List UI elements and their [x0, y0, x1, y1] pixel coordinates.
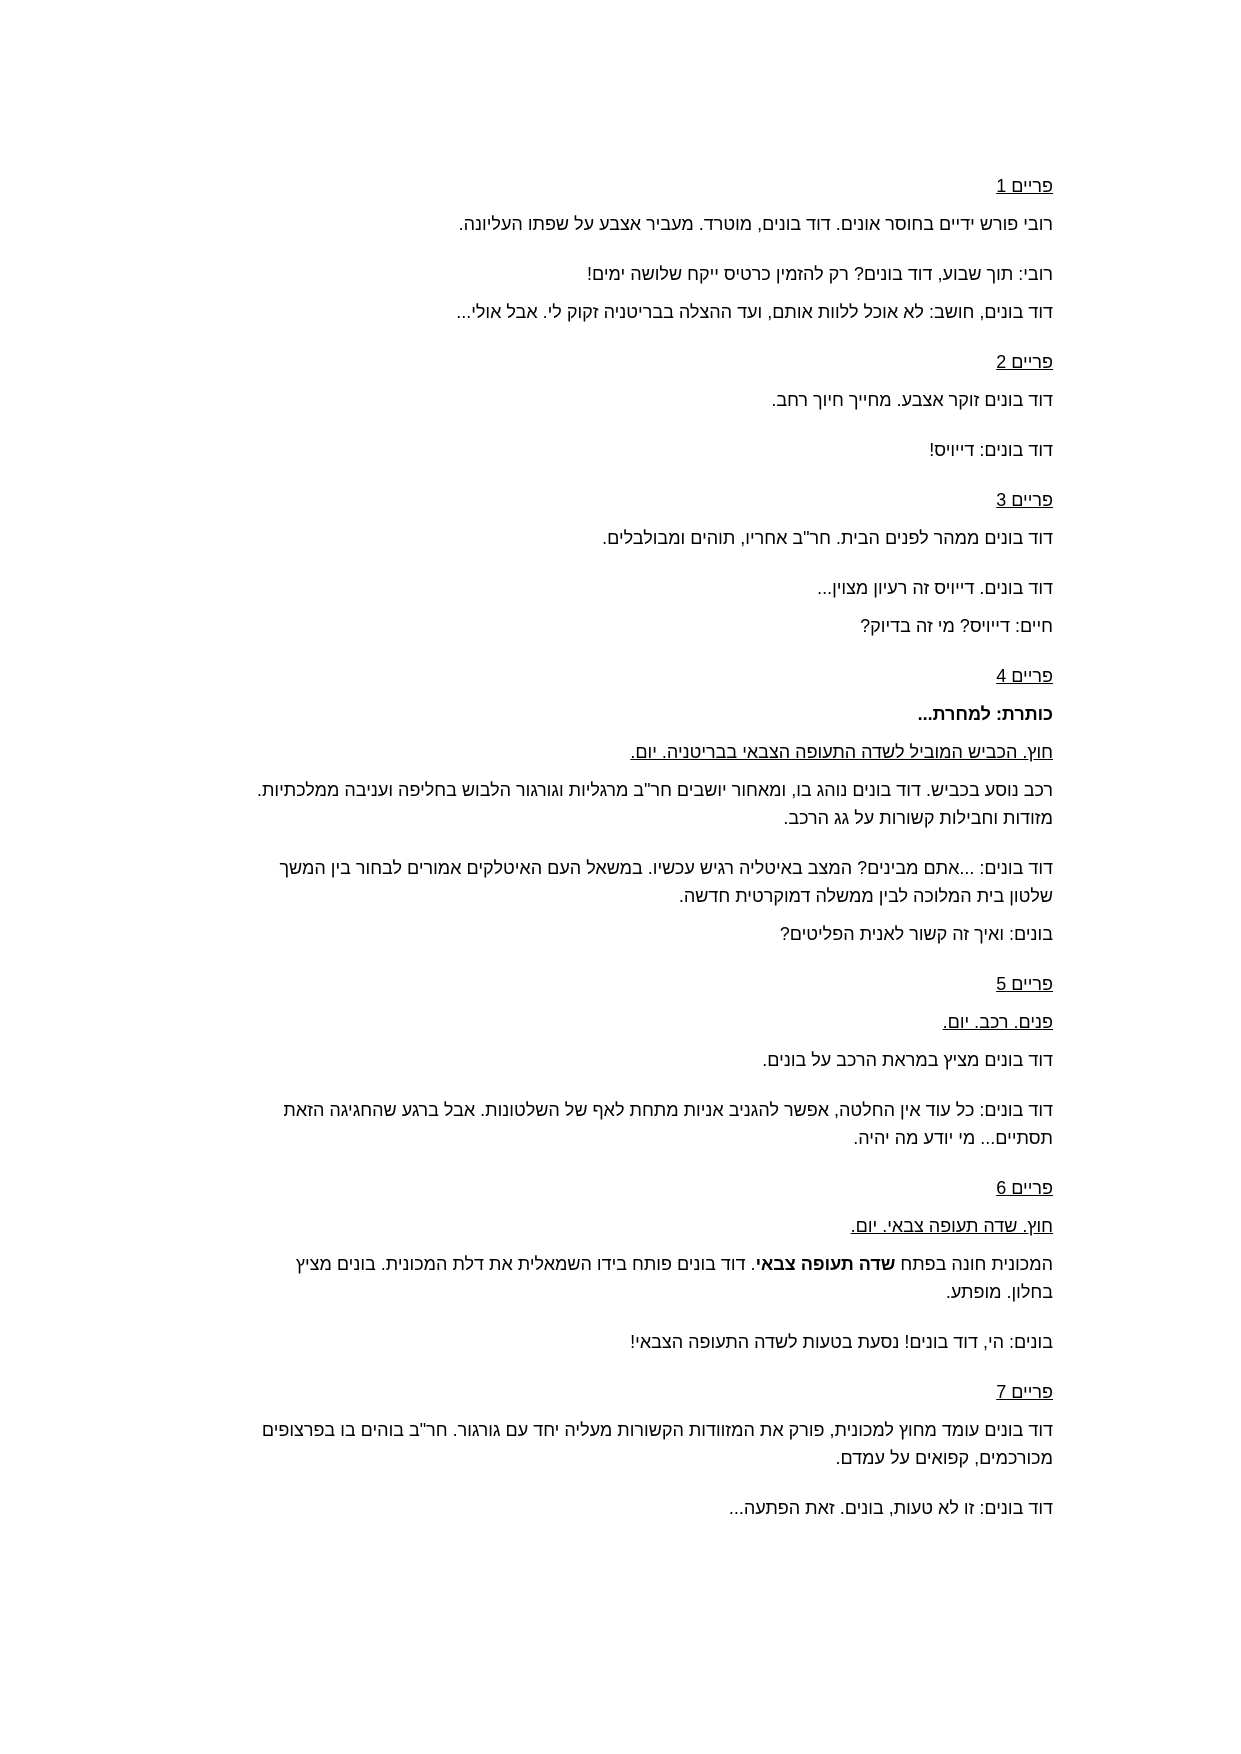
dialogue-line: דוד בונים: זו לא טעות, בונים. זאת הפתעה... [728, 1498, 1053, 1518]
dialogue-line: דוד בונים. דייויס זה רעיון מצוין... [817, 578, 1053, 598]
action-text: . דוד בונים פותח בידו השמאלית את דלת המכונית. בונים מציץ [295, 1254, 756, 1274]
action-text: המכונית חונה בפתח [895, 1254, 1053, 1274]
frame-heading: פריים 2 [996, 352, 1053, 372]
action-line: רובי פורש ידיים בחוסר אונים. דוד בונים, מוטרד. מעביר אצבע על שפתו העליונה. [458, 214, 1053, 234]
action-line: דוד בונים זוקר אצבע. מחייך חיוך רחב. [771, 390, 1053, 410]
action-line: רכב נוסע בכביש. דוד בונים נוהג בו, ומאחור יושבים חר"ב מרגליות וגורגור הלבוש בחליפה ועניבה ממלכתיות. [256, 780, 1053, 800]
frame-heading: פריים 5 [996, 974, 1053, 994]
action-line: דוד בונים עומד מחוץ למכונית, פורק את המזוודות הקשורות מעליה יחד עם גורגור. חר"ב בוהים בו בפרצופים [261, 1420, 1053, 1440]
location-line: חוץ. שדה תעופה צבאי. יום. [850, 1216, 1053, 1236]
dialogue-line: דוד בונים: כל עוד אין החלטה, אפשר להגניב אניות מתחת לאף של השלטונות. אבל ברגע שהחגיגה הזאת [283, 1100, 1053, 1120]
location-line: חוץ. הכביש המוביל לשדה התעופה הצבאי בבריטניה. יום. [630, 742, 1053, 762]
action-line [188, 1250, 1053, 1278]
dialogue-line: תסתיים... מי יודע מה יהיה. [853, 1128, 1053, 1148]
script-body [188, 172, 1053, 1522]
action-line: דוד בונים מציץ במראת הרכב על בונים. [762, 1050, 1053, 1070]
action-line: מכורכמים, קפואים על עמדם. [835, 1448, 1053, 1468]
frame-heading: פריים 3 [996, 490, 1053, 510]
dialogue-line: דוד בונים, חושב: לא אוכל ללוות אותם, ועד ההצלה בבריטניה זקוק לי. אבל אולי... [456, 302, 1053, 322]
frame-heading: פריים 4 [996, 666, 1053, 686]
dialogue-line: רובי: תוך שבוע, דוד בונים? רק להזמין כרטיס ייקח שלושה ימים! [587, 264, 1053, 284]
frame-heading: פריים 7 [996, 1382, 1053, 1402]
action-line: מזודות וחבילות קשורות על גג הרכב. [783, 808, 1053, 828]
location-line: פנים. רכב. יום. [942, 1012, 1053, 1032]
dialogue-line: חיים: דייויס? מי זה בדיוק? [860, 616, 1053, 636]
dialogue-line: שלטון בית המלוכה לבין ממשלה דמוקרטית חדשה. [678, 886, 1053, 906]
action-line: בחלון. מופתע. [945, 1282, 1053, 1302]
dialogue-line: בונים: ואיך זה קשור לאנית הפליטים? [779, 924, 1053, 944]
caption-line: כותרת: למחרת... [917, 704, 1053, 724]
action-line: דוד בונים ממהר לפנים הבית. חר"ב אחריו, תוהים ומבולבלים. [602, 528, 1053, 548]
dialogue-line: בונים: הי, דוד בונים! נסעת בטעות לשדה התעופה הצבאי! [630, 1332, 1053, 1352]
frame-heading: פריים 1 [996, 176, 1053, 196]
dialogue-line: דוד בונים: ...אתם מבינים? המצב באיטליה רגיש עכשיו. במשאל העם האיטלקים אמורים לבחור בין המשך [279, 858, 1053, 878]
frame-heading: פריים 6 [996, 1178, 1053, 1198]
dialogue-line: דוד בונים: דייויס! [929, 440, 1053, 460]
action-bold-text: שדה תעופה צבאי [755, 1254, 896, 1274]
